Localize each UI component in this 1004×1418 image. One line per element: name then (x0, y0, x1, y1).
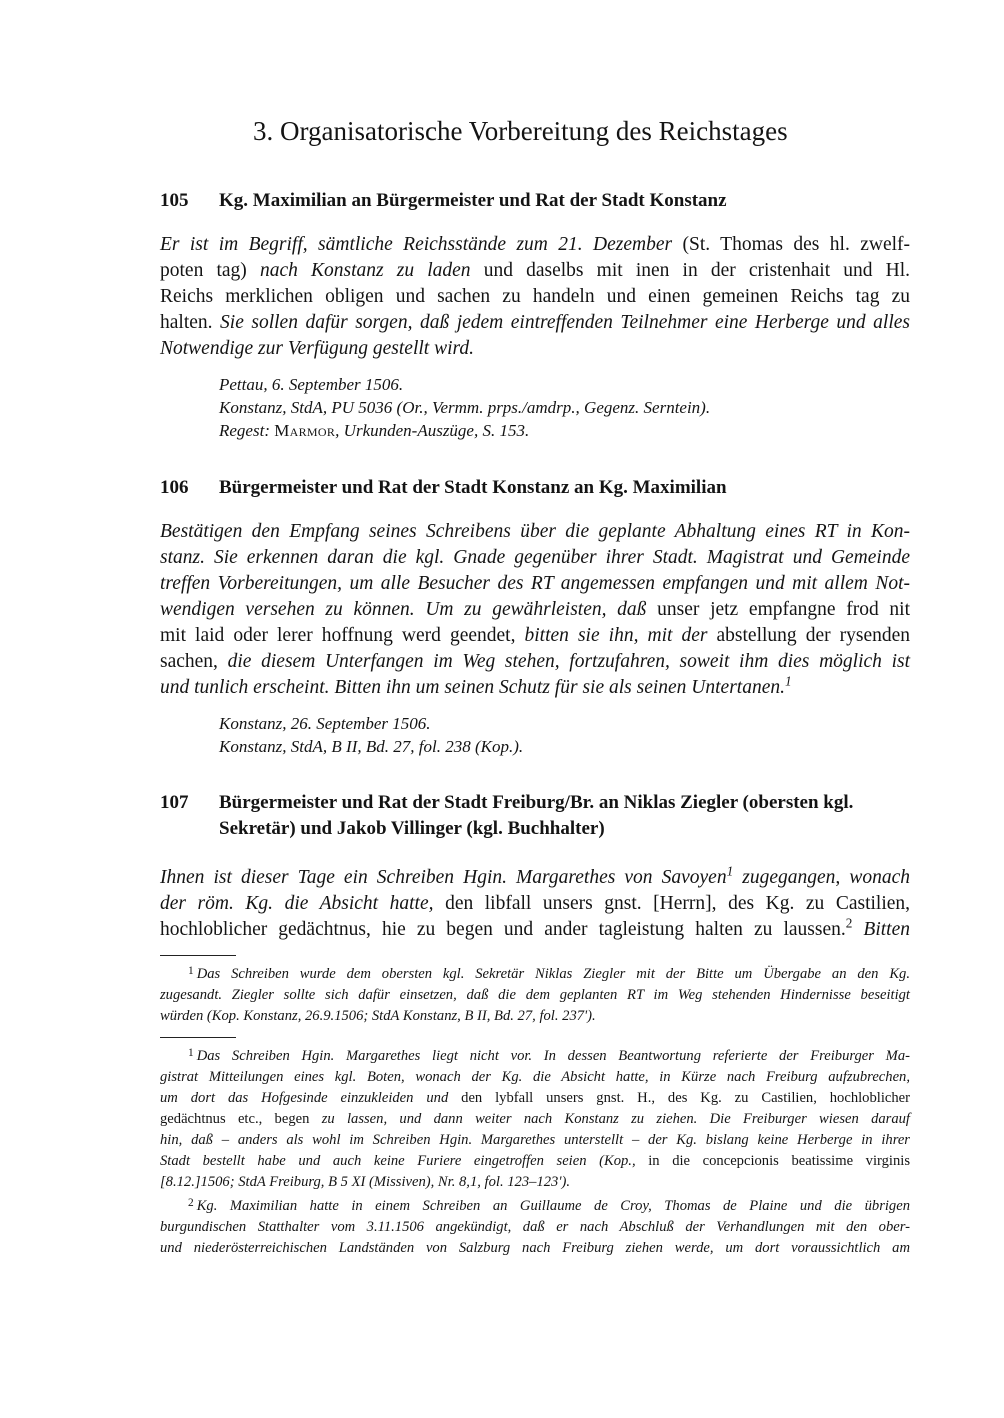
place-date: Konstanz, 26. September 1506. (219, 714, 431, 733)
quoted-text: den libfall unsers gnst. [Herrn], des Kg. zu Castilien, (445, 893, 911, 914)
footnote-mark: 1 (188, 1047, 194, 1059)
footnote-text: zu lassen, und dann weiter nach Konstanz zu ziehen. Die Freiburger wiesen darauf (321, 1110, 910, 1127)
summary-text: Ihnen ist dieser Tage ein Schreiben Hgin. Margarethes von Savoyen (160, 867, 727, 888)
document-105-source (219, 373, 710, 442)
footnote-text: und niederösterreichischen Landständen von Salzburg nach Freiburg ziehen werde, um dort voraussichtlich am (160, 1239, 910, 1256)
quoted-text: mit laid oder lerer hoffnung werd geendet, (160, 625, 516, 646)
title-line: Bürgermeister und Rat der Stadt Freiburg/Br. an Niklas Ziegler (obersten kgl. (219, 792, 854, 813)
summary-text: Sie sollen dafür sorgen, daß jedem eintreffenden Teilnehmer eine Herberge und alles (220, 312, 911, 333)
quoted-text: hochloblicher gedächtnus, hie zu begen und ander tagleistung halten zu laussen. (160, 919, 846, 940)
title-line: Sekretär) und Jakob Villinger (kgl. Buchhalter) (219, 818, 605, 839)
document-107-heading (160, 790, 910, 842)
quoted-text: und daselbs mit inen in der cristenhait und Hl. (483, 260, 911, 281)
footnote-text: um dort das Hofgesinde einzukleiden und (160, 1089, 449, 1106)
document-number: 106 (160, 477, 189, 498)
footnote-quoted-text: in die concepcionis beatissime virginis (648, 1152, 910, 1169)
footnote-ref[interactable]: 1 (726, 863, 734, 879)
footnote-text: [8.12.]1506; StdA Freiburg, B 5 XI (Missiven), Nr. 8,1, fol. 123–123'). (160, 1173, 570, 1190)
footnote-text: Das Schreiben wurde dem obersten kgl. Sekretär Niklas Ziegler mit der Bitte um Übergabe an den Kg. (196, 965, 910, 982)
document-title: Bürgermeister und Rat der Stadt Konstanz an Kg. Maximilian (219, 477, 727, 498)
summary-text: Bestätigen den Empfang seines Schreibens über die geplante Abhaltung eines RT in Kon- (160, 521, 910, 542)
footnote-ref[interactable]: 2 (845, 915, 853, 931)
summary-text: zugegangen, wonach (742, 867, 911, 888)
summary-text: stanz. Sie erkennen daran die kgl. Gnade gegenüber ihrer Stadt. Magistrat und Gemeinde (160, 547, 910, 568)
quoted-text: abstellung der rysenden (716, 625, 911, 646)
archive-source: Konstanz, StdA, B II, Bd. 27, fol. 238 (Kop.). (219, 737, 524, 756)
document-title: Kg. Maximilian an Bürgermeister und Rat der Stadt Konstanz (219, 190, 727, 211)
footnote-text: Stadt bestellt habe und auch keine Furiere eingetroffen seien (Kop., (160, 1152, 636, 1169)
summary-text: wendigen versehen zu können. Um zu gewährleisten, daß (160, 599, 647, 620)
summary-text: Er ist im Begriff, sämtliche Reichsstände zum 21. Dezember (160, 234, 673, 255)
archive-source: Konstanz, StdA, PU 5036 (Or., Vermm. prps./amdrp., Gegenz. Serntein). (219, 398, 711, 417)
document-106-heading (160, 475, 910, 501)
summary-text: der röm. Kg. die Absicht hatte, (160, 893, 434, 914)
document-106-summary (160, 519, 910, 701)
quoted-text: poten tag) (160, 260, 247, 281)
document-107-summary (160, 865, 910, 943)
footnote-text: burgundischen Statthalter vom 3.11.1506 angekündigt, daß er nach Abschluß der Verhandlungen mit den ober- (160, 1218, 910, 1235)
footnote-ref[interactable]: 1 (785, 673, 792, 689)
summary-text: Notwendige zur Verfügung gestellt wird. (160, 338, 474, 359)
footnote-quoted-text: gedächtnus etc., begen (160, 1110, 310, 1127)
quoted-text: unser jetz empfangne frod nit (657, 599, 910, 620)
footnote-divider (160, 955, 236, 956)
document-number: 107 (160, 792, 189, 813)
footnote-text: gistrat Mitteilungen eines kgl. Boten, wonach der Kg. die Absicht hatte, in Kürze nach Freiburg aufzubrechen, (160, 1068, 910, 1085)
footnotes-document-107 (160, 1043, 910, 1259)
summary-text: die diesem Unterfangen im Weg stehen, fortzufahren, soweit ihm dies möglich ist (227, 651, 910, 672)
footnotes-document-106 (160, 961, 910, 1027)
place-date: Pettau, 6. September 1506. (219, 375, 404, 394)
quoted-text: (St. Thomas des hl. zwelf- (682, 234, 911, 255)
footnote-text: Das Schreiben Hgin. Margarethes liegt nicht vor. In dessen Beantwortung referierte der Freiburger Ma- (196, 1047, 910, 1064)
footnote-text: würden (Kop. Konstanz, 26.9.1506; StdA Konstanz, B II, Bd. 27, fol. 237'). (160, 1007, 596, 1024)
summary-text: und tunlich erscheint. Bitten ihn um seinen Schutz für sie als seinen Untertanen. (160, 677, 785, 698)
document-105-heading (160, 188, 910, 214)
regest-label: Regest: (219, 421, 270, 440)
footnote-mark: 2 (188, 1196, 194, 1209)
summary-text: treffen Vorbereitungen, um alle Besucher des RT angemessen empfangen und mit allem Not- (160, 573, 910, 594)
footnote-quoted-text: den lybfall unsers gnst. H., des Kg. zu Castilien, hochloblicher (461, 1089, 911, 1106)
summary-text: Bitten (863, 919, 910, 940)
document-106-source (219, 712, 523, 758)
document-105-summary (160, 232, 910, 362)
chapter-title: 3. Organisatorische Vorbereitung des Reichstages (253, 116, 788, 146)
footnote-text: hin, daß – anders als wohl im Schreiben Hgin. Margarethes unterstellt – der Kg. bislang keine Herberge in ihrer (160, 1131, 910, 1148)
document-number: 105 (160, 190, 189, 211)
footnote-text: Kg. Maximilian hatte in einem Schreiben an Guillaume de Croy, Thomas de Plaine und die übrigen (196, 1197, 910, 1214)
quoted-text: Reichs merklichen obligen und sachen zu handeln und einen gemeinen Reichs tag zu (160, 286, 910, 307)
footnote-text: zugesandt. Ziegler sollte sich dafür einsetzen, daß die dem geplanten RT im Weg stehenden Hindernisse beseitigt (160, 986, 910, 1003)
regest-author: Marmor (274, 421, 336, 440)
footnote-divider (160, 1037, 236, 1038)
quoted-text: sachen, (160, 651, 218, 672)
summary-text: bitten sie ihn, mit der (524, 625, 708, 646)
regest-reference: , Urkunden-Auszüge, S. 153. (335, 421, 530, 440)
regest-line (219, 419, 710, 442)
quoted-text: halten. (160, 312, 213, 333)
footnote-mark: 1 (188, 965, 194, 977)
document-title (219, 790, 910, 842)
summary-text: nach Konstanz zu laden (259, 260, 471, 281)
